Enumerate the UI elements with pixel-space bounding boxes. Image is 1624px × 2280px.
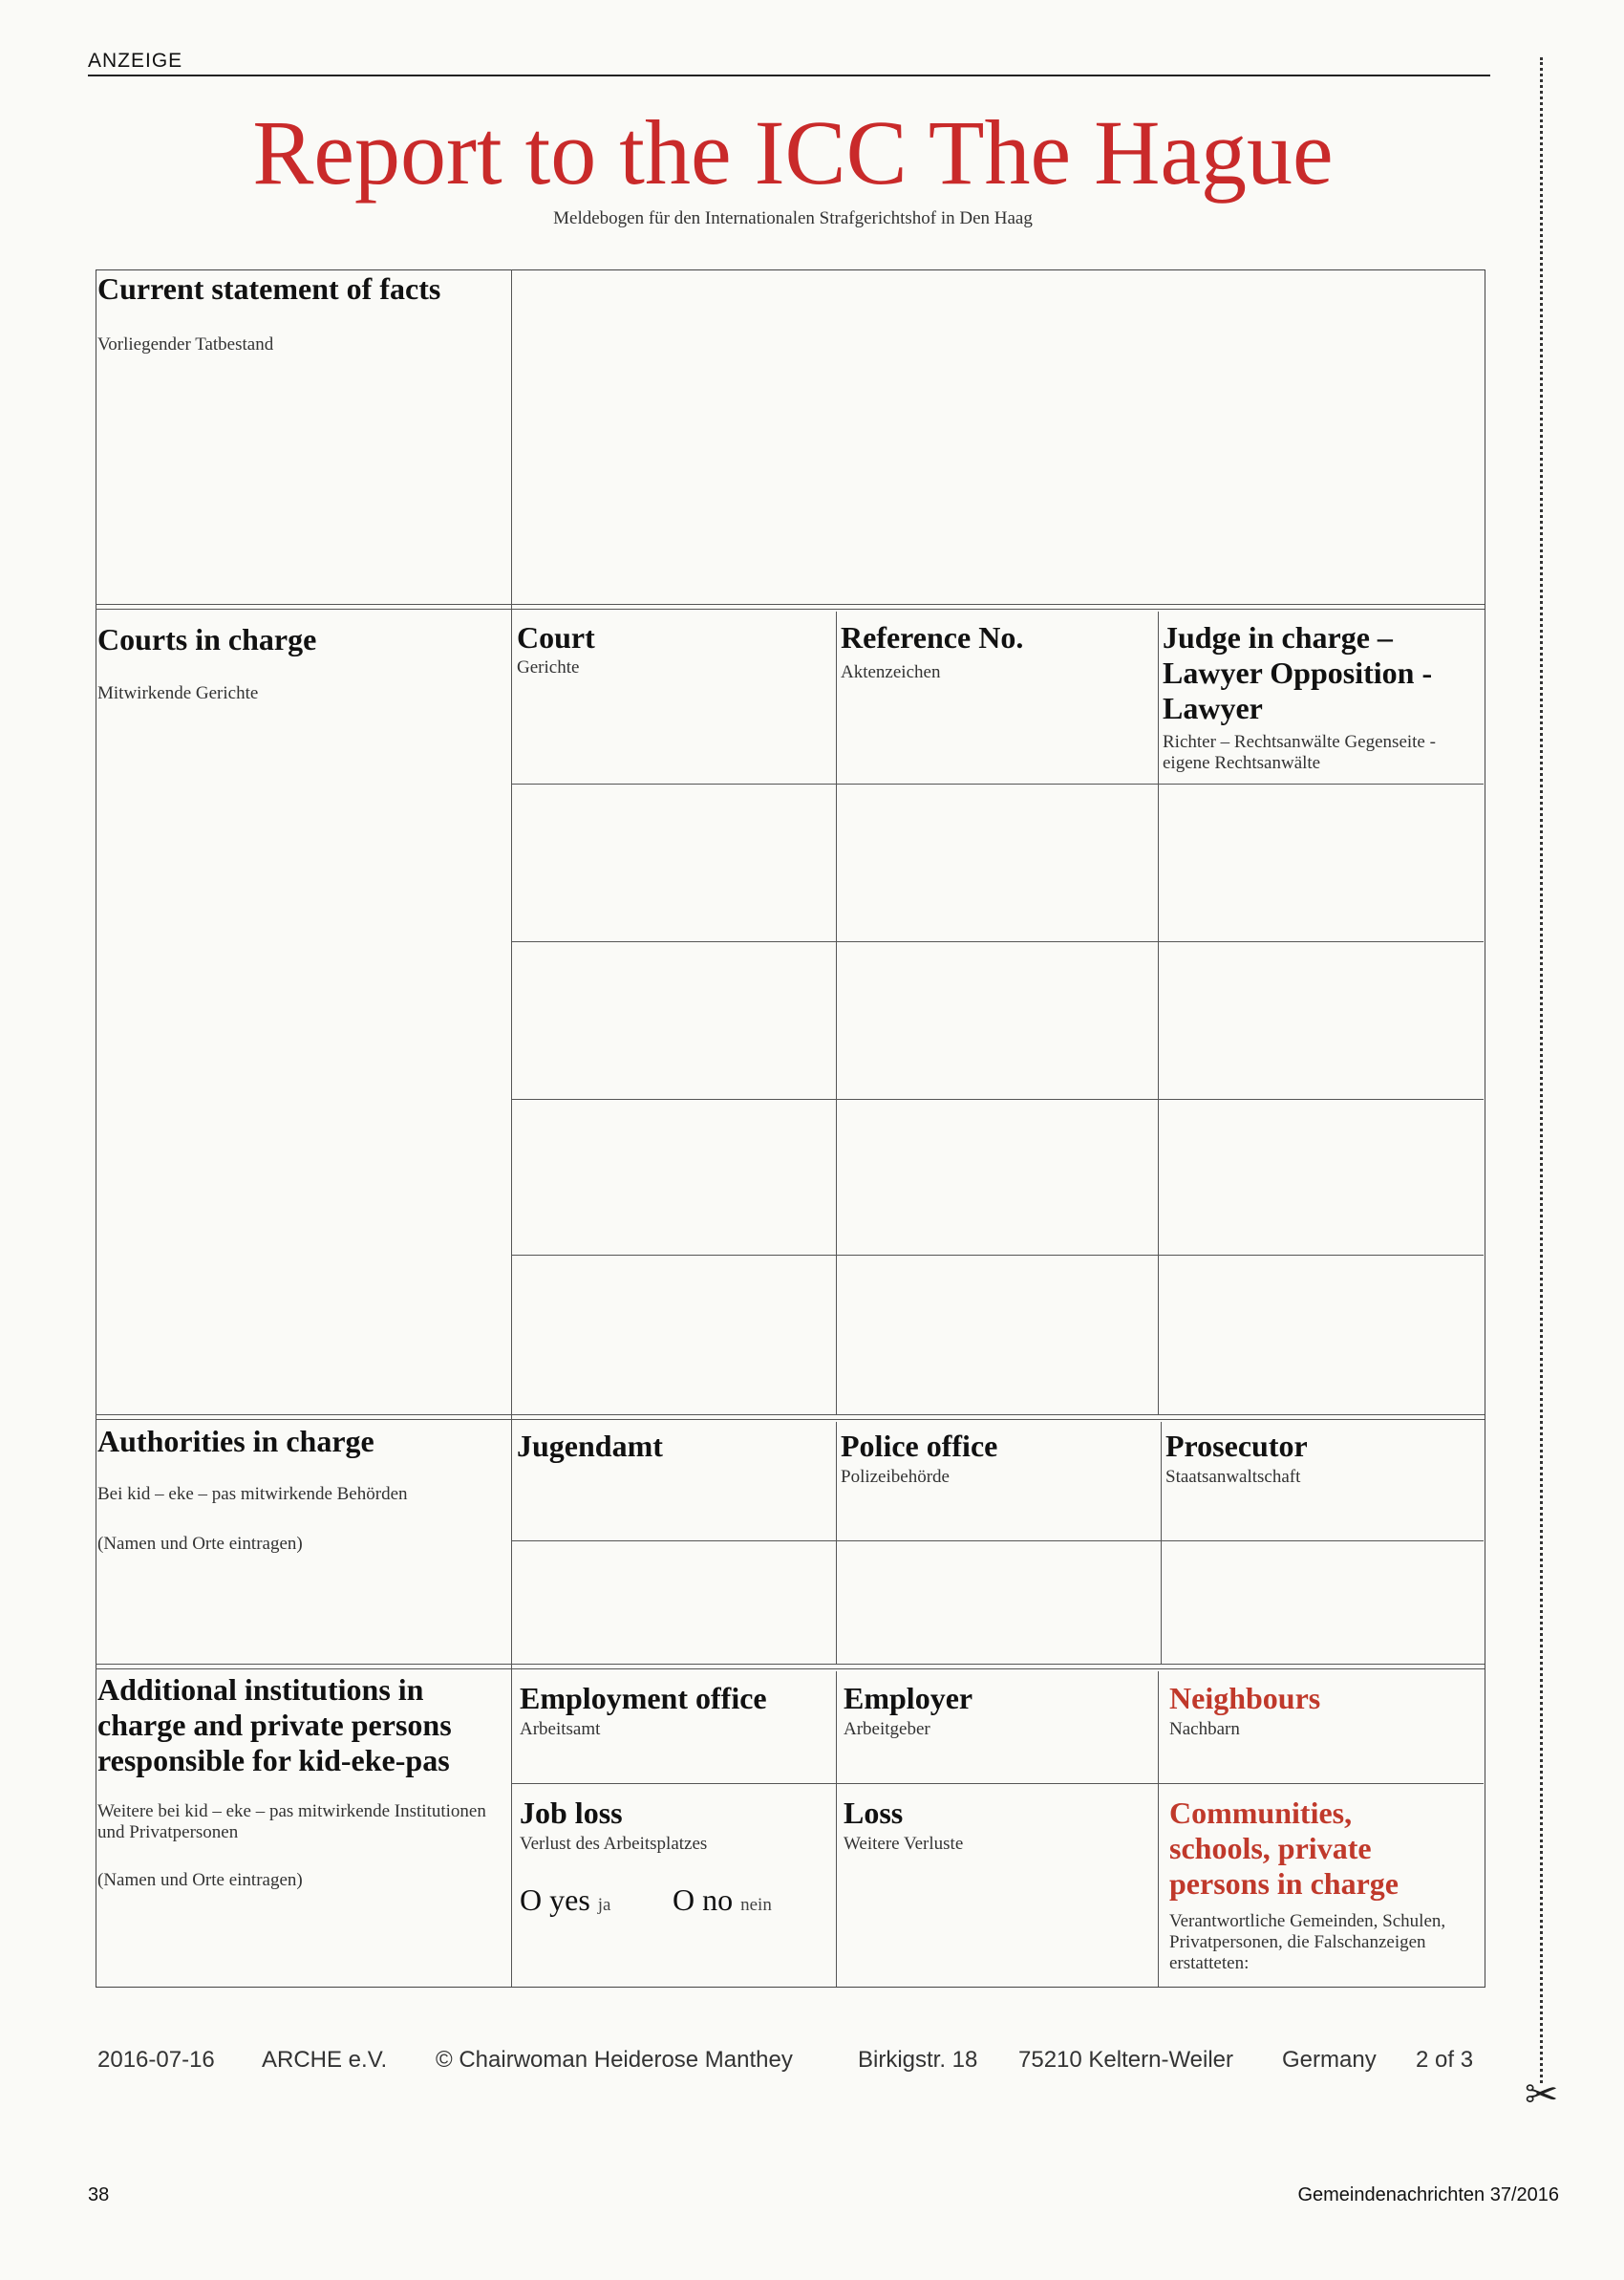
issue-label: Gemeindenachrichten 37/2016 <box>1297 2184 1559 2205</box>
additional-note: (Namen und Orte eintragen) <box>97 1870 303 1890</box>
prosecutor-subtitle: Staatsanwaltschaft <box>1165 1467 1301 1487</box>
court-column-title: Court <box>517 620 595 655</box>
employer-subtitle: Arbeitgeber <box>844 1719 930 1739</box>
top-rule <box>88 75 1490 76</box>
section-label: ANZEIGE <box>88 50 183 72</box>
neighbours-subtitle: Nachbarn <box>1169 1719 1240 1739</box>
courts-input-rows[interactable] <box>512 785 1484 1413</box>
judge-column-title: Judge in charge – Lawyer Opposition - Lawyer <box>1163 620 1433 725</box>
additional-subtitle: Weitere bei kid – eke – pas mitwirkende Institutionen und Privatpersonen <box>97 1801 486 1842</box>
employer-title: Employer <box>844 1681 973 1715</box>
additional-title: Additional institutions in charge and private persons responsible for kid-eke-pas <box>97 1672 452 1777</box>
yes-option-label: O yes <box>520 1882 590 1917</box>
no-option[interactable] <box>673 1882 772 1918</box>
prosecutor-title: Prosecutor <box>1165 1429 1308 1463</box>
authorities-note: (Namen und Orte eintragen) <box>97 1534 303 1554</box>
police-office-subtitle: Polizeibehörde <box>841 1467 950 1487</box>
cut-line <box>1540 57 1543 2083</box>
authorities-input-row[interactable] <box>512 1541 1484 1663</box>
reference-column-title: Reference No. <box>841 620 1024 655</box>
footer-date: 2016-07-16 <box>97 2047 215 2073</box>
employment-office-title: Employment office <box>520 1681 767 1715</box>
facts-subtitle: Vorliegender Tatbestand <box>97 334 274 355</box>
neighbours-title: Neighbours <box>1169 1681 1321 1715</box>
authorities-title: Authorities in charge <box>97 1424 374 1458</box>
footer-page-of: 2 of 3 <box>1416 2047 1474 2073</box>
loss-title: Loss <box>844 1796 904 1830</box>
footer-street: Birkigstr. 18 <box>858 2047 978 2073</box>
reference-column-subtitle: Aktenzeichen <box>841 662 941 682</box>
job-loss-subtitle: Verlust des Arbeitsplatzes <box>520 1834 708 1854</box>
jugendamt-title: Jugendamt <box>517 1429 663 1463</box>
police-office-title: Police office <box>841 1429 998 1463</box>
footer-copyright: © Chairwoman Heiderose Manthey <box>436 2047 793 2073</box>
yes-option[interactable] <box>520 1882 610 1918</box>
judge-column-subtitle: Richter – Rechtsanwälte Gegenseite - eigene Rechtsanwälte <box>1163 732 1436 773</box>
no-option-label: O no <box>673 1882 734 1917</box>
courts-subtitle: Mitwirkende Gerichte <box>97 683 259 703</box>
no-option-sub: nein <box>740 1895 772 1915</box>
facts-input-area[interactable] <box>513 271 1482 602</box>
communities-subtitle: Verantwortliche Gemeinden, Schulen, Privatpersonen, die Falschanzeigen erstatteten: <box>1169 1911 1446 1973</box>
loss-subtitle: Weitere Verluste <box>844 1834 964 1854</box>
page-subtitle: Meldebogen für den Internationalen Strafgerichtshof in Den Haag <box>553 208 1033 228</box>
facts-title: Current statement of facts <box>97 271 441 306</box>
page-number: 38 <box>88 2184 110 2205</box>
page-title: Report to the ICC The Hague <box>252 101 1334 204</box>
authorities-subtitle: Bei kid – eke – pas mitwirkende Behörden <box>97 1484 408 1504</box>
footer-country: Germany <box>1282 2047 1377 2073</box>
footer-city: 75210 Keltern-Weiler <box>1018 2047 1234 2073</box>
employment-office-subtitle: Arbeitsamt <box>520 1719 601 1739</box>
court-column-subtitle: Gerichte <box>517 657 580 678</box>
yes-option-sub: ja <box>597 1895 611 1915</box>
communities-title: Communities, schools, private persons in charge <box>1169 1796 1399 1901</box>
footer-org: ARCHE e.V. <box>262 2047 388 2073</box>
courts-title: Courts in charge <box>97 622 317 656</box>
job-loss-title: Job loss <box>520 1796 623 1830</box>
scissors-icon: ✂ <box>1525 2074 1559 2118</box>
